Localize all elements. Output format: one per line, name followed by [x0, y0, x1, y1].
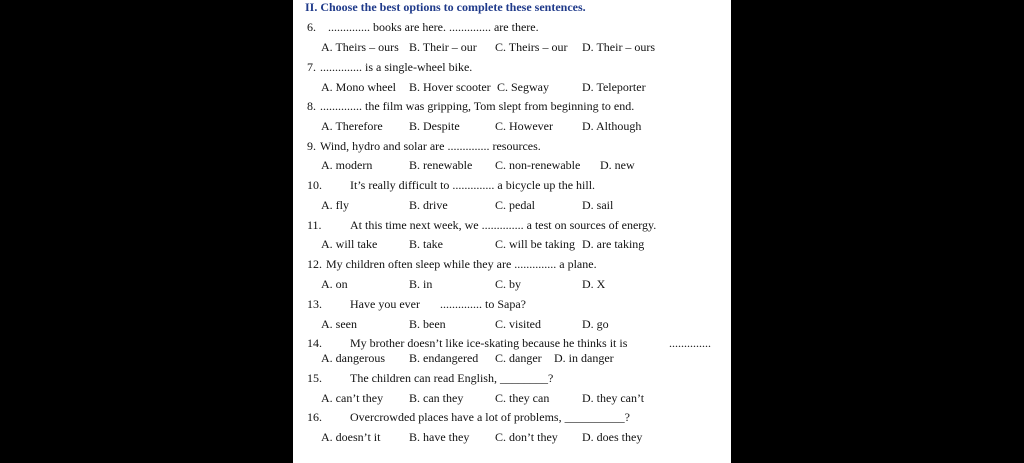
- option-a[interactable]: A. will take: [321, 237, 378, 251]
- question-8-text: .............. the film was gripping, Tom slept from beginning to end.: [320, 99, 635, 113]
- option-b[interactable]: B. drive: [409, 198, 448, 212]
- option-d[interactable]: D. new: [600, 158, 635, 172]
- option-d[interactable]: D. sail: [582, 198, 614, 212]
- option-b[interactable]: B. endangered: [409, 351, 479, 365]
- option-a[interactable]: A. Mono wheel: [321, 80, 396, 94]
- option-b[interactable]: B. Despite: [409, 119, 460, 133]
- option-c[interactable]: C. will be taking: [495, 237, 575, 251]
- option-d[interactable]: D. Their – ours: [582, 40, 656, 54]
- question-9-text: Wind, hydro and solar are .............. resources.: [320, 139, 541, 153]
- question-11-text: At this time next week, we .............. a test on sources of energy.: [350, 218, 657, 232]
- option-a[interactable]: A. Therefore: [321, 119, 383, 133]
- option-a[interactable]: A. on: [321, 277, 348, 291]
- question-7-text: .............. is a single-wheel bike.: [320, 60, 473, 74]
- option-b[interactable]: B. in: [409, 277, 433, 291]
- option-a[interactable]: A. dangerous: [321, 351, 385, 365]
- option-a[interactable]: A. doesn’t it: [321, 430, 381, 444]
- option-c[interactable]: C. pedal: [495, 198, 535, 212]
- option-c[interactable]: C. by: [495, 277, 522, 291]
- option-b[interactable]: B. Hover scooter: [409, 80, 491, 94]
- option-d[interactable]: D. are taking: [582, 237, 645, 251]
- option-b[interactable]: B. have they: [409, 430, 470, 444]
- question-10-number: 10.: [307, 178, 322, 192]
- question-15-text: The children can read English, ________?: [350, 371, 554, 385]
- question-11-number: 11.: [307, 218, 322, 232]
- option-b[interactable]: B. renewable: [409, 158, 473, 172]
- option-a[interactable]: A. Theirs – ours: [321, 40, 399, 54]
- question-6-number: 6.: [307, 20, 316, 34]
- option-b[interactable]: B. take: [409, 237, 443, 251]
- option-c[interactable]: C. don’t they: [495, 430, 558, 444]
- question-15-number: 15.: [307, 371, 322, 385]
- option-d[interactable]: D. Teleporter: [582, 80, 646, 94]
- option-c[interactable]: C. visited: [495, 317, 542, 331]
- question-13-text: Have you ever: [350, 297, 420, 311]
- option-a[interactable]: A. seen: [321, 317, 357, 331]
- option-d[interactable]: D. in danger: [554, 351, 614, 365]
- option-b[interactable]: B. Their – our: [409, 40, 477, 54]
- question-10-text: It’s really difficult to .............. a bicycle up the hill.: [350, 178, 596, 192]
- option-b[interactable]: B. can they: [409, 391, 464, 405]
- section-heading: II. Choose the best options to complete these sentences.: [305, 0, 586, 14]
- option-a[interactable]: A. fly: [321, 198, 349, 212]
- option-c[interactable]: C. However: [495, 119, 553, 133]
- question-13-number: 13.: [307, 297, 322, 311]
- question-16-text: Overcrowded places have a lot of problems, __________?: [350, 410, 630, 424]
- question-8-number: 8.: [307, 99, 316, 113]
- option-c[interactable]: C. Theirs – our: [495, 40, 568, 54]
- question-12-text: My children often sleep while they are .............. a plane.: [326, 257, 597, 271]
- option-d[interactable]: D. X: [582, 277, 606, 291]
- question-16-number: 16.: [307, 410, 322, 424]
- question-7-number: 7.: [307, 60, 316, 74]
- question-13-blank: .............. to Sapa?: [440, 297, 526, 311]
- question-6-text: .............. books are here. .............. are there.: [328, 20, 539, 34]
- question-14-number: 14.: [307, 336, 322, 350]
- worksheet-page: [293, 0, 731, 463]
- question-12-number: 12.: [307, 257, 322, 271]
- question-14-blank: ..............: [669, 336, 711, 350]
- option-c[interactable]: C. non-renewable: [495, 158, 581, 172]
- option-d[interactable]: D. they can’t: [582, 391, 645, 405]
- option-c[interactable]: C. Segway: [497, 80, 549, 94]
- question-14-text: My brother doesn’t like ice-skating because he thinks it is: [350, 336, 628, 350]
- option-d[interactable]: D. go: [582, 317, 609, 331]
- option-a[interactable]: A. modern: [321, 158, 373, 172]
- option-b[interactable]: B. been: [409, 317, 446, 331]
- option-d[interactable]: D. Although: [582, 119, 642, 133]
- option-a[interactable]: A. can’t they: [321, 391, 384, 405]
- option-d[interactable]: D. does they: [582, 430, 643, 444]
- question-9-number: 9.: [307, 139, 316, 153]
- option-c[interactable]: C. they can: [495, 391, 550, 405]
- option-c[interactable]: C. danger: [495, 351, 542, 365]
